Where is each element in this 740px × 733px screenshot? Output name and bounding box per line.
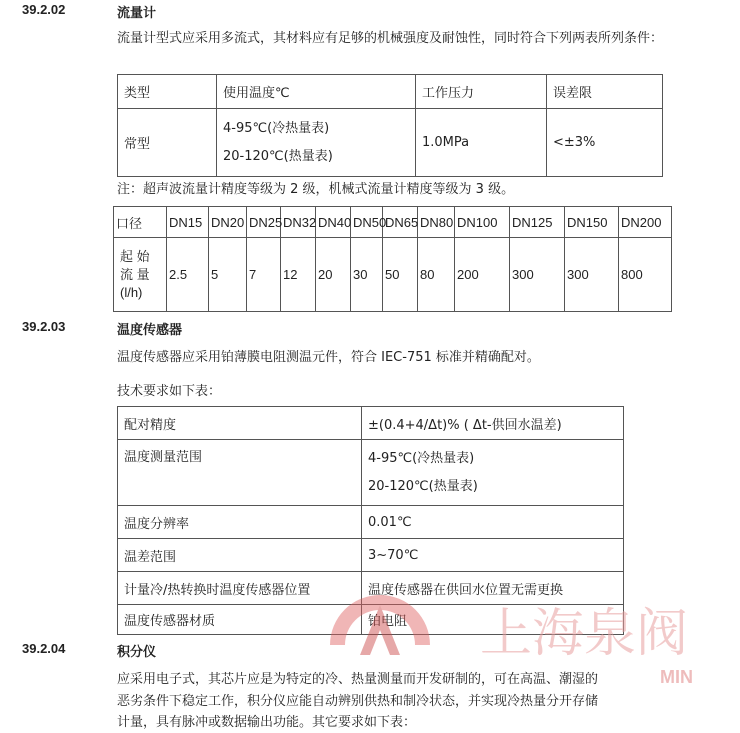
table-header: DN80: [418, 207, 455, 238]
table-cell: 温度分辨率: [118, 506, 362, 539]
section-title: 温度传感器: [117, 323, 183, 338]
table-cell: 300: [565, 238, 619, 312]
section-number: 39.2.03: [22, 319, 66, 334]
flow-label-line: 流 量: [120, 266, 150, 282]
table-header: DN65: [383, 207, 418, 238]
table-header: 误差限: [547, 75, 663, 109]
table-header: 口径: [114, 207, 167, 238]
table-cell: 50: [383, 238, 418, 312]
section-number: 39.2.04: [22, 641, 66, 656]
table-header: DN125: [510, 207, 565, 238]
table-header: DN40: [316, 207, 351, 238]
table-header: DN100: [455, 207, 510, 238]
table-cell: 温度传感器在供回水位置无需更换: [362, 572, 624, 605]
table-cell: 温差范围: [118, 539, 362, 572]
table-cell: <±3%: [547, 109, 663, 177]
table-cell: 200: [455, 238, 510, 312]
table-header: DN150: [565, 207, 619, 238]
table-cell: 300: [510, 238, 565, 312]
table-header: DN50: [351, 207, 383, 238]
table-header: DN32: [281, 207, 316, 238]
table-header: 使用温度℃: [217, 75, 416, 109]
table-cell-line: 4-95℃(冷热量表): [223, 120, 330, 136]
table-header: 类型: [118, 75, 217, 109]
table-cell-line: 4-95℃(冷热量表): [368, 450, 475, 466]
table-cell-line: 20-120℃(热量表): [368, 478, 478, 494]
section-number: 39.2.02: [22, 2, 66, 17]
flowmeter-condition-table: [117, 74, 663, 177]
paragraph: 技术要求如下表：: [117, 384, 222, 399]
table-header: DN20: [209, 207, 247, 238]
table-header: DN200: [619, 207, 672, 238]
paragraph-line: 计量，具有脉冲或数据输出功能。其它要求如下表：: [117, 715, 417, 730]
table-cell: 温度测量范围: [118, 440, 362, 506]
paragraph-line: 应采用电子式，其芯片应是为特定的冷、热量测量而开发研制的，可在高温、潮湿的: [117, 672, 599, 687]
table-cell: 7: [247, 238, 281, 312]
section-title: 流量计: [117, 6, 157, 21]
watermark-en: MIN: [660, 667, 693, 687]
table-cell: 铂电阻: [362, 605, 624, 635]
table-cell: [114, 238, 167, 312]
table-cell: 温度传感器材质: [118, 605, 362, 635]
table-cell: 2.5: [167, 238, 209, 312]
paragraph: 温度传感器应采用铂薄膜电阻测温元件，符合 IEC-751 标准并精确配对。: [117, 350, 540, 365]
table-cell: 5: [209, 238, 247, 312]
table-cell: 0.01℃: [362, 506, 624, 539]
watermark-cn: 上海泉阀: [480, 604, 689, 664]
table-cell: [362, 440, 624, 506]
table-cell: 800: [619, 238, 672, 312]
table-cell: 80: [418, 238, 455, 312]
flow-label-line: (l/h): [120, 284, 143, 300]
table-header: DN25: [247, 207, 281, 238]
table-cell: ±(0.4+4/Δt)% ( Δt-供回水温差): [362, 407, 624, 440]
section-title: 积分仪: [117, 645, 157, 660]
note: 注：超声波流量计精度等级为 2 级，机械式流量计精度等级为 3 级。: [117, 182, 515, 197]
table-cell: 30: [351, 238, 383, 312]
table-cell: 计量冷/热转换时温度传感器位置: [118, 572, 362, 605]
table-cell: 3~70℃: [362, 539, 624, 572]
table-cell: [217, 109, 416, 177]
table-cell-line: 20-120℃(热量表): [223, 148, 333, 164]
caliber-flow-table: [113, 206, 672, 312]
table-header: 工作压力: [416, 75, 547, 109]
flow-label-line: 起 始: [120, 248, 150, 264]
table-cell: 20: [316, 238, 351, 312]
table-cell: 12: [281, 238, 316, 312]
temperature-sensor-table: [117, 406, 624, 635]
paragraph-line: 恶劣条件下稳定工作，积分仪应能自动辨别供热和制冷状态，并实现冷热量分开存储: [117, 694, 599, 709]
table-cell: 1.0MPa: [416, 109, 547, 177]
paragraph: 流量计型式应采用多流式，其材料应有足够的机械强度及耐蚀性，同时符合下列两表所列条件：: [117, 31, 664, 46]
table-cell: 配对精度: [118, 407, 362, 440]
table-cell: 常型: [118, 109, 217, 177]
table-header: DN15: [167, 207, 209, 238]
